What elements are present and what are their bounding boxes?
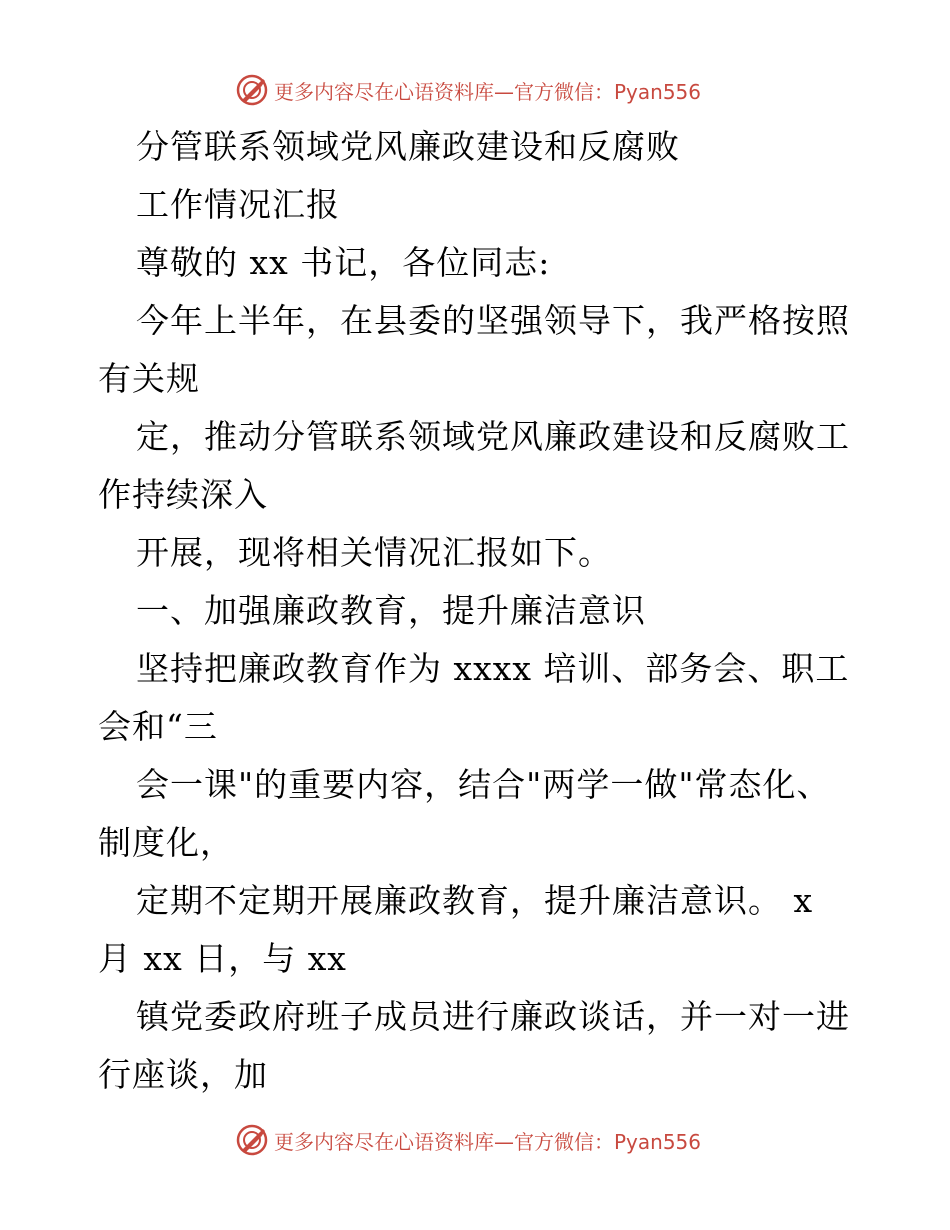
- document-line: 镇党委政府班子成员进行廉政谈话，并一对一进: [136, 997, 850, 1036]
- watermark-text: 更多内容尽在心语资料库—官方微信：Pyan556: [274, 1129, 702, 1154]
- logo-icon: [236, 1124, 268, 1156]
- document-line: 今年上半年，在县委的坚强领导下，我严格按照: [136, 301, 850, 340]
- document-line: 有关规: [98, 359, 200, 398]
- document-line: 坚持把廉政教育作为 xxxx 培训、部务会、职工: [136, 649, 850, 688]
- document-line: 分管联系领域党风廉政建设和反腐败: [136, 127, 680, 166]
- document-line: 工作情况汇报: [136, 185, 340, 224]
- document-line: 会和“三: [98, 707, 218, 746]
- watermark-id: Pyan556: [614, 1129, 702, 1154]
- document-line: 作持续深入: [98, 475, 268, 514]
- watermark-text: 更多内容尽在心语资料库—官方微信：Pyan556: [274, 79, 702, 104]
- logo-icon: [236, 74, 268, 106]
- document-line: 会一课"的重要内容，结合"两学一做"常态化、: [136, 765, 831, 804]
- document-line: 定，推动分管联系领域党风廉政建设和反腐败工: [136, 417, 850, 456]
- document-line: 一、加强廉政教育，提升廉洁意识: [136, 591, 646, 630]
- document-line: 定期不定期开展廉政教育，提升廉洁意识。 x: [136, 881, 814, 920]
- watermark-footer: [236, 1122, 716, 1158]
- document-body: [98, 118, 858, 1104]
- document-line: 行座谈，加: [98, 1055, 268, 1094]
- document-line: 尊敬的 xx 书记，各位同志:: [136, 243, 551, 282]
- document-line: 制度化，: [98, 823, 234, 862]
- watermark-header: [236, 72, 716, 108]
- document-line: 开展，现将相关情况汇报如下。: [136, 533, 612, 572]
- watermark-id: Pyan556: [614, 79, 702, 104]
- document-line: 月 xx 日，与 xx: [98, 939, 347, 978]
